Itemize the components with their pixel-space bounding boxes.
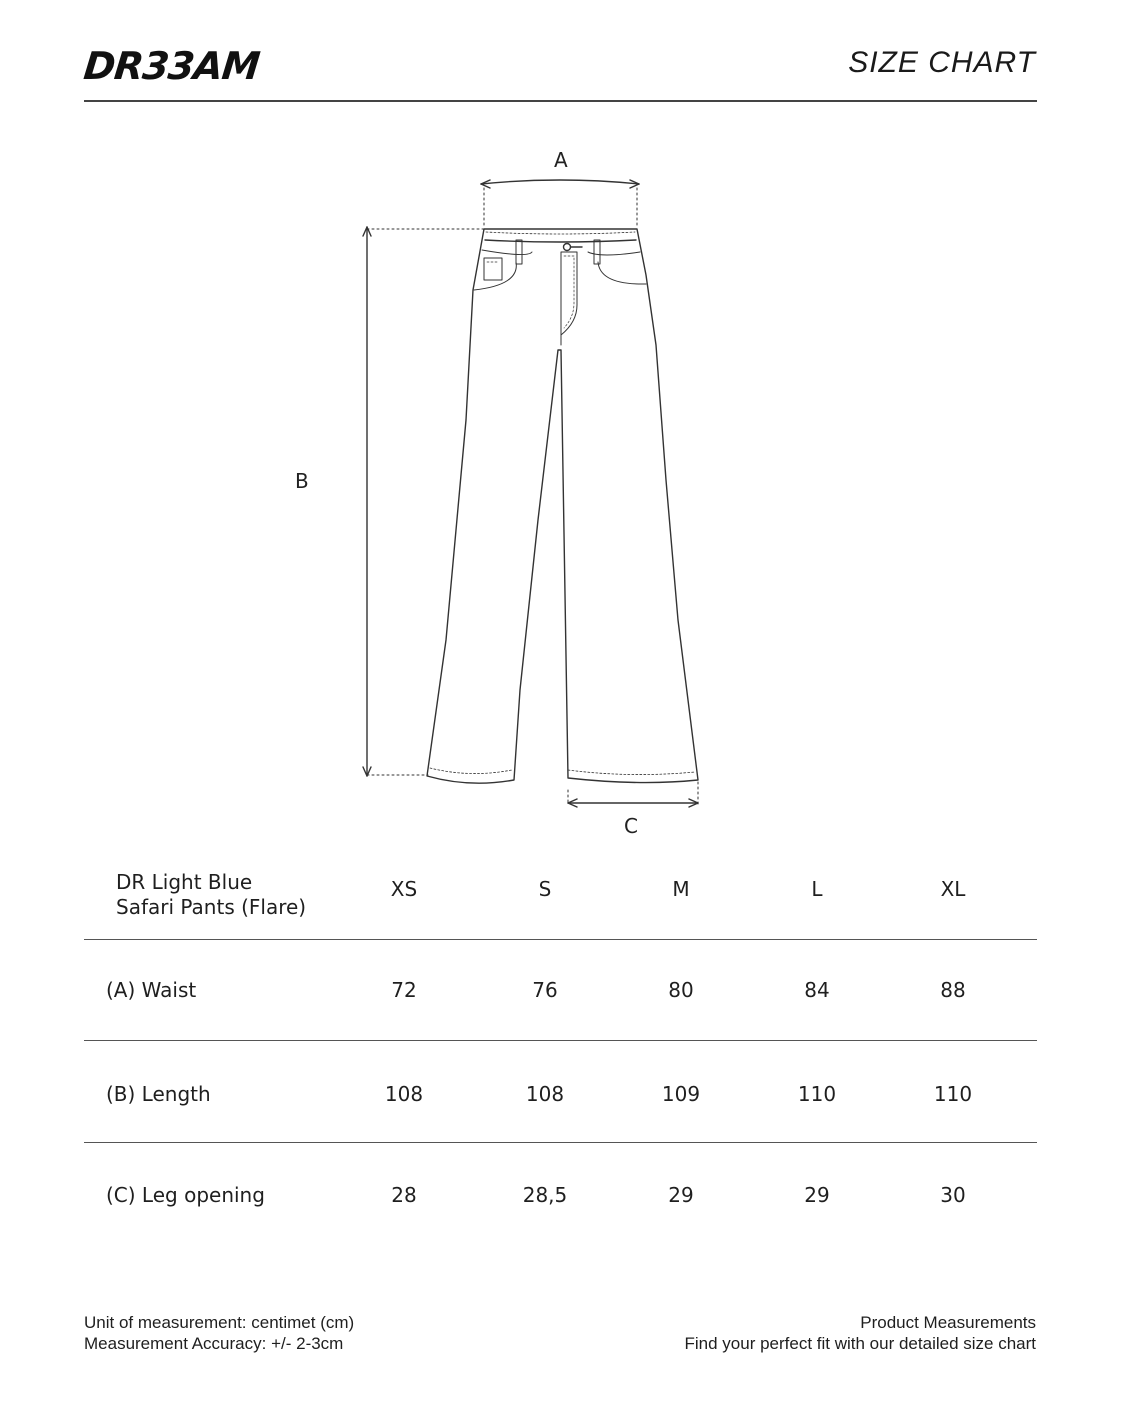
table-cell: 108 [525,1082,565,1106]
table-cell: 29 [804,1183,830,1207]
table-row [84,1142,1037,1243]
waist-measure-line [481,180,639,184]
table-row [84,1041,1037,1142]
product-name-line1: DR Light Blue [116,870,253,894]
unit-note: Unit of measurement: centimet (cm) [84,1313,355,1332]
table-cell: 88 [940,978,966,1002]
table-cell: 80 [668,978,694,1002]
table-cell: 110 [797,1082,837,1106]
row-label-length: (B) Length [106,1082,211,1106]
footer-product-info [685,1312,1037,1354]
table-cell: 28 [391,1183,417,1207]
dimension-label-b: B [295,469,309,493]
size-header-m: M [672,877,690,901]
size-header-s: S [538,877,552,901]
table-header-row [84,860,1037,940]
size-header-xs: XS [390,877,418,901]
footer-title: Product Measurements [860,1313,1036,1332]
brand-logo: DR33AM [81,44,262,88]
product-name [116,870,306,920]
page-title: SIZE CHART [848,46,1036,79]
footer-subtitle: Find your perfect fit with our detailed size chart [684,1334,1036,1353]
size-header-xl: XL [940,877,966,901]
table-cell: 29 [668,1183,694,1207]
size-header-l: L [811,877,823,901]
table-cell: 109 [661,1082,701,1106]
header-divider [84,100,1037,102]
table-cell: 76 [532,978,558,1002]
table-cell: 72 [391,978,417,1002]
table-row [84,940,1037,1041]
table-cell: 28,5 [522,1183,568,1207]
table-cell: 84 [804,978,830,1002]
footer-measurement-info [84,1312,354,1354]
dimension-label-a: A [554,148,568,172]
size-table [84,860,1037,1243]
product-name-line2: Safari Pants (Flare) [116,895,307,919]
table-cell: 30 [940,1183,966,1207]
row-label-waist: (A) Waist [106,978,197,1002]
table-cell: 108 [384,1082,424,1106]
pants-outline [427,229,698,783]
table-cell: 110 [933,1082,973,1106]
row-label-leg-opening: (C) Leg opening [106,1183,265,1207]
dimension-label-c: C [624,814,638,838]
accuracy-note: Measurement Accuracy: +/- 2-3cm [84,1334,344,1353]
pants-diagram [0,130,1122,850]
